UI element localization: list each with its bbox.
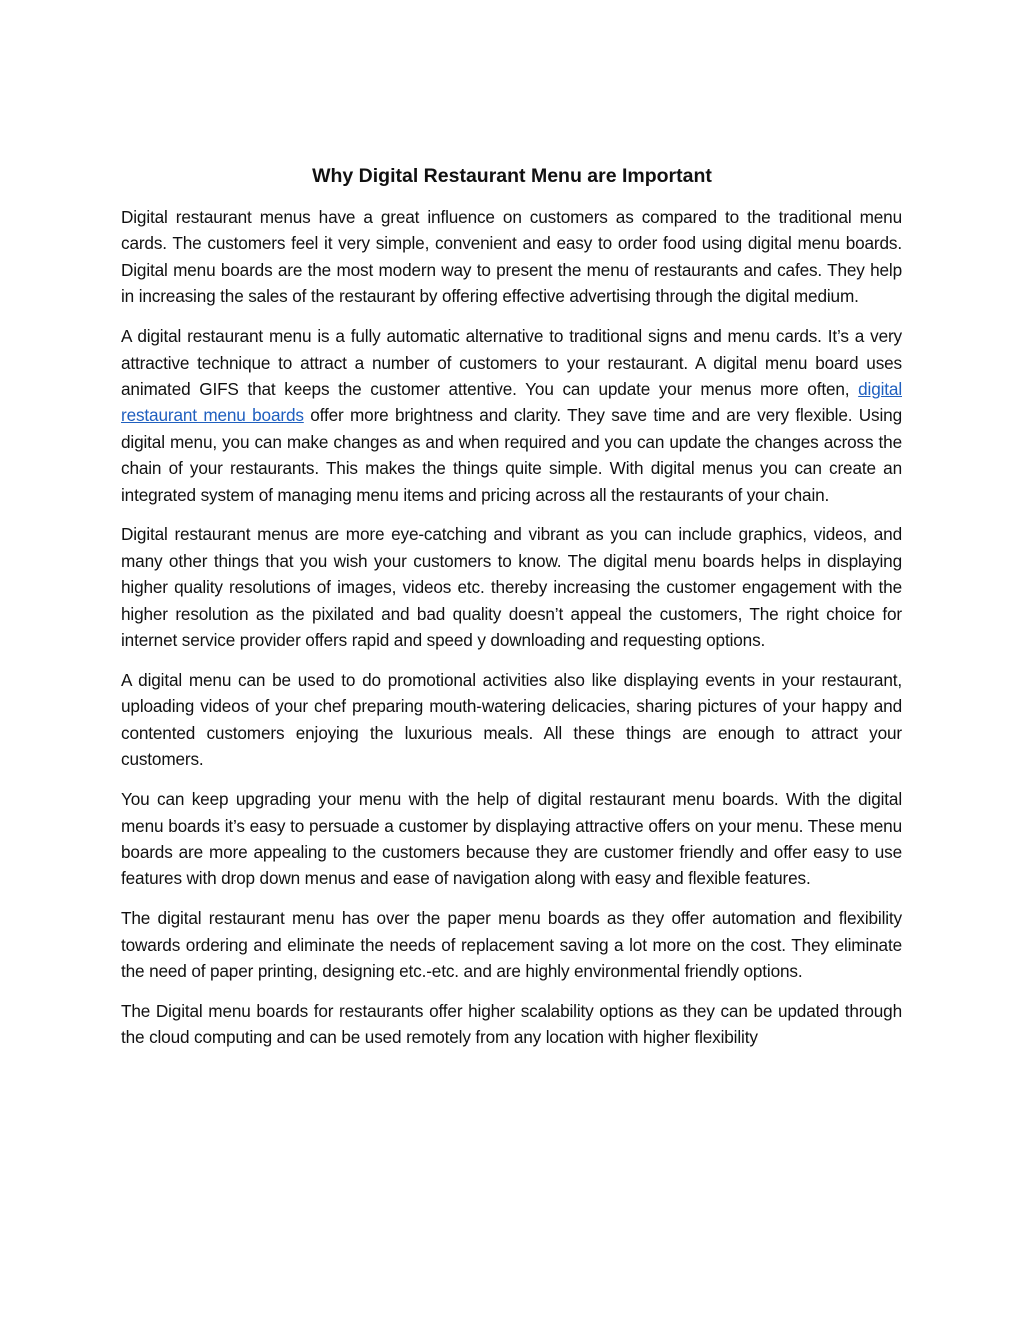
- digital-menu-boards-link[interactable]: digital restaurant menu boards: [121, 378, 902, 426]
- document-body: [121, 204, 902, 1064]
- paragraph-6: The digital restaurant menu has over the paper menu boards as they offer automation and flexibility towards ordering and eliminate the needs of replacement saving a lot more on the cost. They eliminate the need of paper printing, designing etc.-etc. and are highly environmental friendly options.: [121, 908, 902, 982]
- paragraph-4: A digital menu can be used to do promotional activities also like displaying events in your restaurant, uploading videos of your chef preparing mouth-watering delicacies, sharing pictures of your happy and contented customers enjoying the luxurious meals. All these things are enough to attract your customers.: [121, 670, 902, 770]
- paragraph-2-text-after: offer more brightness and clarity. They save time and are very flexible. Using digital menu, you can make changes as and when required and you can update the changes across the chain of your restaurants. This makes the things quite simple. With digital menus you can create an integrated system of managing menu items and pricing across all the restaurants of your chain.: [121, 405, 902, 505]
- paragraph-5: You can keep upgrading your menu with the help of digital restaurant menu boards. With the digital menu boards it’s easy to persuade a customer by displaying attractive offers on your menu. These menu boards are more appealing to the customers because they are customer friendly and offer easy to use features with drop down menus and ease of navigation along with easy and flexible features.: [121, 789, 902, 889]
- paragraph-2-text-before: A digital restaurant menu is a fully automatic alternative to traditional signs and menu cards. It’s a very attractive technique to attract a number of customers to your restaurant. A digital menu board uses animated GIFS that keeps the customer attentive. You can update your menus more often,: [121, 326, 902, 399]
- paragraph-3: Digital restaurant menus are more eye-catching and vibrant as you can include graphics, videos, and many other things that you wish your customers to know. The digital menu boards helps in displaying higher quality resolutions of images, videos etc. thereby increasing the customer engagement with the higher resolution as the pixilated and bad quality doesn’t appeal the customers, The right choice for internet service provider offers rapid and speed y downloading and requesting options.: [121, 524, 902, 651]
- paragraph-2: [121, 323, 902, 508]
- paragraph-7: The Digital menu boards for restaurants offer higher scalability options as they can be updated through the cloud computing and can be used remotely from any location with higher flexibility: [121, 1000, 902, 1048]
- document-title: Why Digital Restaurant Menu are Important: [312, 165, 712, 187]
- paragraph-1: Digital restaurant menus have a great influence on customers as compared to the traditional menu cards. The customers feel it very simple, convenient and easy to order food using digital menu boards. Digital menu boards are the most modern way to present the menu of restaurants and cafes. They help in increasing the sales of the restaurant by offering effective advertising through the digital medium.: [121, 207, 902, 307]
